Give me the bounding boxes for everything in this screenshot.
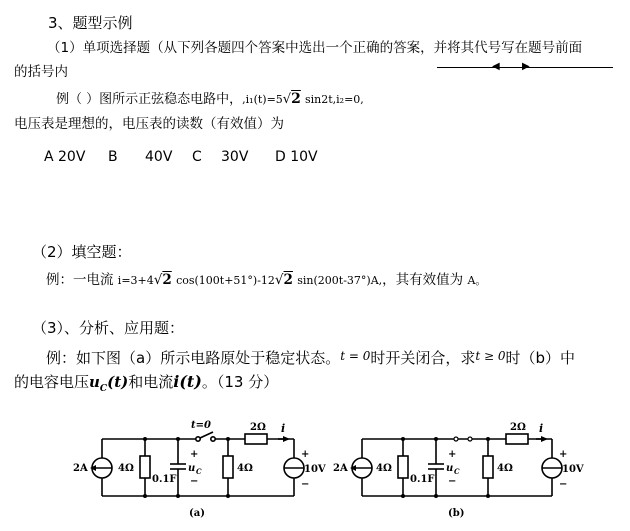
q3-line1-a: 例：如下图（a）所示电路原处于稳定状态。 xyxy=(46,349,341,367)
q2-f2: cos(100t+51°)-12 xyxy=(176,274,275,287)
q3-uc-sub: C xyxy=(99,384,108,394)
circuit-a-r1: 4Ω xyxy=(118,463,134,474)
circuit-b-caption: (b) xyxy=(448,508,465,519)
section-title: 3、题型示例 xyxy=(48,14,133,32)
circuit-a-current: i xyxy=(281,422,286,435)
circuit-b-uc-sub: C xyxy=(454,467,460,476)
q2-sqrt-b: 2 xyxy=(283,272,293,288)
circuit-a-r2: 4Ω xyxy=(237,463,253,474)
circuit-a-vsrc: 10V xyxy=(304,464,326,475)
circuit-b-vsrc: 10V xyxy=(562,464,584,475)
circuit-b-vminus: − xyxy=(559,479,568,490)
circuit-b-r1: 4Ω xyxy=(376,463,392,474)
sqrt-icon: √ xyxy=(153,272,163,288)
circuit-a-uc: u xyxy=(188,463,196,474)
circuit-b-r2: 4Ω xyxy=(497,463,513,474)
sqrt-icon: √ xyxy=(274,272,284,288)
circuit-b-current: i xyxy=(539,422,544,435)
circuit-a-caption: (a) xyxy=(189,508,205,519)
q1-option-c-letter: C xyxy=(192,149,202,165)
q1-option-a: A 20V xyxy=(44,149,86,165)
q2-example-prefix: 例：一电流 xyxy=(46,272,114,288)
circuit-b-cap: 0.1F xyxy=(410,474,435,485)
q3-line1-c: 时（b）中 xyxy=(505,349,576,367)
circuit-a-r-series: 2Ω xyxy=(250,422,266,433)
q1-heading-cont: 的括号内 xyxy=(14,64,68,80)
q1-option-d: D 10V xyxy=(275,149,318,165)
circuit-a-vminus: − xyxy=(301,479,310,490)
q1-option-b: 40V xyxy=(145,149,173,165)
circuit-a-plus: + xyxy=(190,449,199,460)
circuit-a-cap: 0.1F xyxy=(152,474,177,485)
q2-f3: sin(200t-37°)A, xyxy=(297,274,383,287)
arrow-left-icon: ◀ xyxy=(492,61,500,72)
q3-line2-b: 和电流 xyxy=(128,373,174,391)
circuit-a-source: 2A xyxy=(73,463,88,474)
arrow-right-icon: ▶ xyxy=(522,61,530,72)
circuit-b-r-series: 2Ω xyxy=(510,422,526,433)
q3-line2-a: 的电容电压 xyxy=(14,373,90,391)
q2-f1: i=3+4 xyxy=(117,274,154,287)
q1-line2: 电压表是理想的，电压表的读数（有效值）为 xyxy=(14,116,284,132)
q3-tge0: t ≥ 0 xyxy=(475,349,506,363)
q1-option-c: 30V xyxy=(221,149,249,165)
circuit-b-uc: u xyxy=(446,463,454,474)
q1-formula: ,i₁(t)=5 xyxy=(242,93,283,106)
q1-sqrt2: 2 xyxy=(291,91,301,107)
q3-heading: （3）、分析、应用题： xyxy=(32,319,185,337)
q1-example-prefix: 例（ ）图所示正弦稳态电路中， xyxy=(56,92,243,107)
q3-uc-t: (t) xyxy=(107,373,129,391)
q1-formula-tail: sin2t,i₂=0, xyxy=(304,93,364,106)
circuit-b-plus: + xyxy=(448,449,457,460)
circuit-b-source: 2A xyxy=(333,463,348,474)
circuit-b-vplus: + xyxy=(559,449,568,460)
circuit-b-minus: − xyxy=(448,476,457,487)
q1-option-b-letter: B xyxy=(108,149,118,165)
q3-line1-b: 时开关闭合，求 xyxy=(370,349,476,367)
circuit-a-uc-sub: C xyxy=(196,467,202,476)
q3-it: i(t) xyxy=(173,372,202,391)
q3-uc: u xyxy=(89,373,100,391)
q2-sqrt-a: 2 xyxy=(162,272,172,288)
circuit-a-vplus: + xyxy=(301,449,310,460)
q3-t0: t = 0 xyxy=(340,349,371,363)
circuit-a-switch: t=0 xyxy=(191,420,211,431)
circuit-a-minus: − xyxy=(190,476,199,487)
q2-heading: （2）填空题： xyxy=(32,243,132,261)
q2-tail: ，其有效值为 xyxy=(382,272,464,288)
q2-tail2: A。 xyxy=(467,274,487,287)
q3-line2-c: 。（13 分） xyxy=(201,373,279,391)
sqrt-icon: √ xyxy=(282,92,292,107)
q1-heading: （1）单项选择题（从下列各题四个答案中选出一个正确的答案，并将其代号写在题号前面 xyxy=(47,40,583,56)
